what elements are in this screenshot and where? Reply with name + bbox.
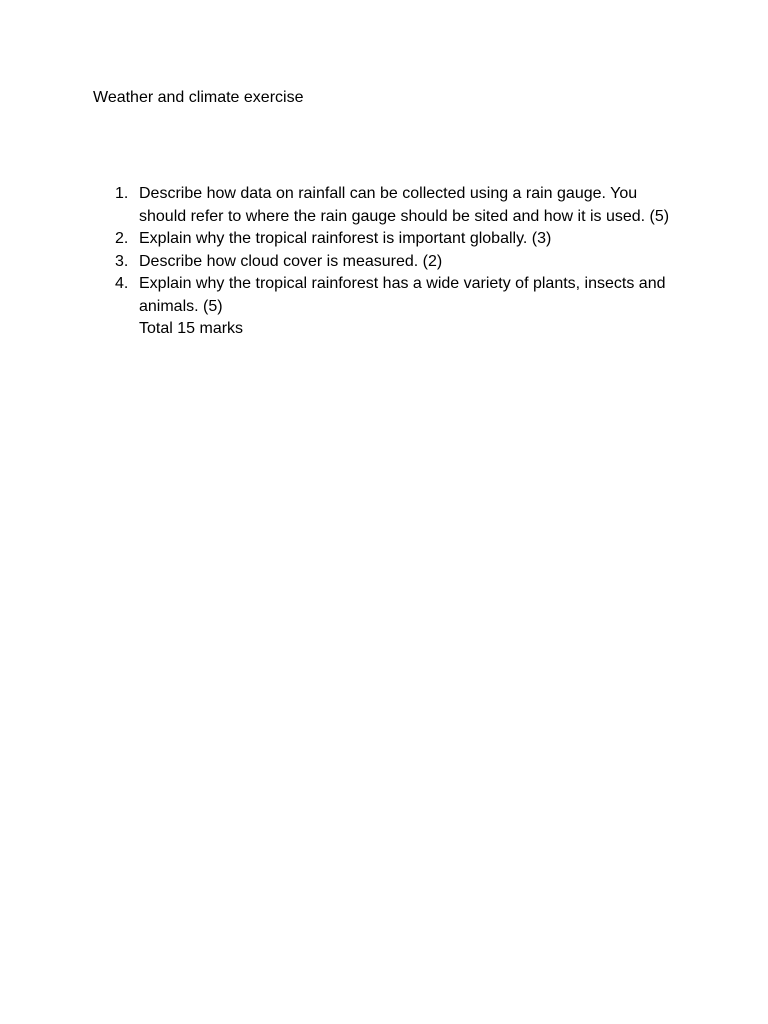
question-number: 3. <box>115 252 129 270</box>
question-item-3 <box>93 251 673 274</box>
question-item-1 <box>93 183 673 228</box>
question-text: Explain why the tropical rainforest has a wide variety of plants, insects and animals. (5) <box>139 275 666 315</box>
question-number: 2. <box>115 230 129 247</box>
question-number: 1. <box>115 185 129 202</box>
question-text: Describe how cloud cover is measured. (2) <box>139 252 443 270</box>
question-list <box>93 183 673 341</box>
total-marks: Total 15 marks <box>139 320 244 337</box>
document-title: Weather and climate exercise <box>93 89 304 106</box>
question-item-2 <box>93 228 673 251</box>
question-number: 4. <box>115 275 129 292</box>
question-text: Describe how data on rainfall can be collected using a rain gauge. You should refer to where the rain gauge should be sited and how it is used. (5) <box>139 185 670 225</box>
question-item-4 <box>93 273 673 318</box>
question-text: Explain why the tropical rainforest is important globally. (3) <box>139 230 552 247</box>
